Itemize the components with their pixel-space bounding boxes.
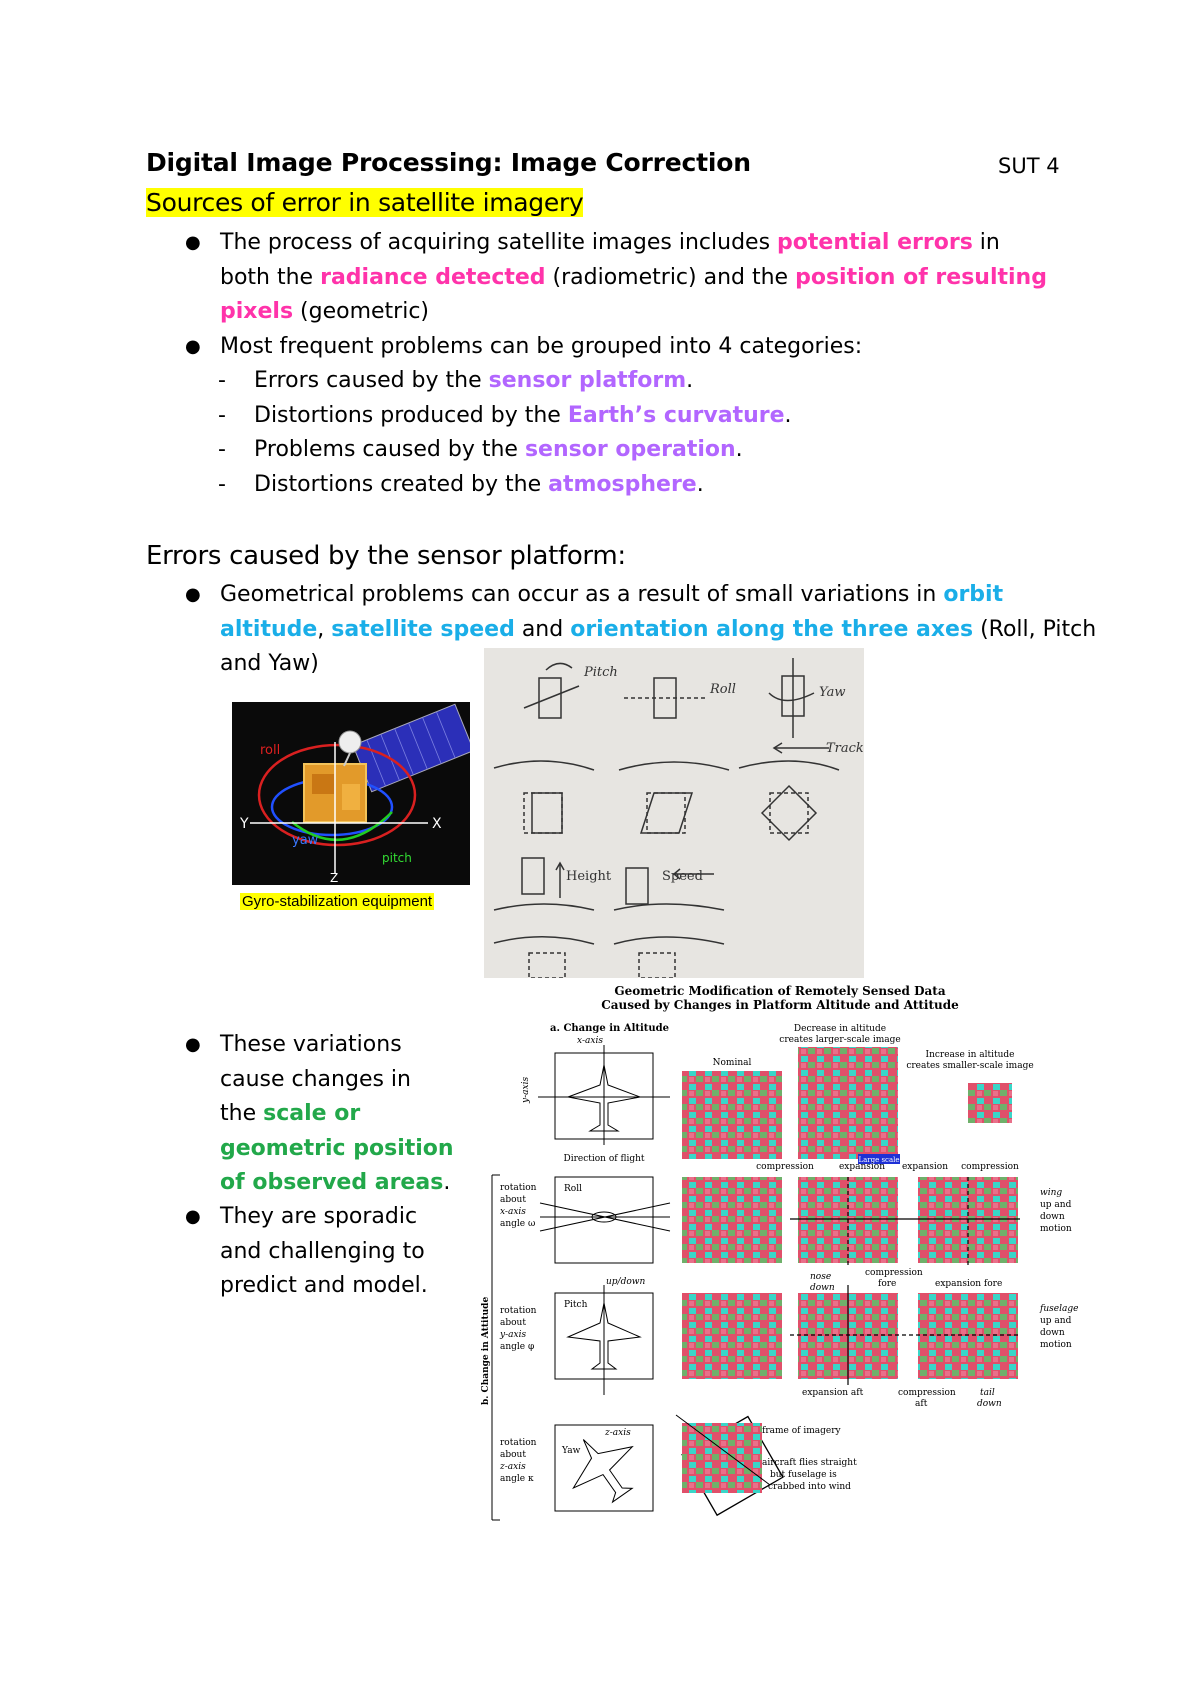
pitch-label: pitch bbox=[382, 851, 412, 865]
text-line: Geometrical problems can occur as a result of small variations in orbit bbox=[220, 582, 1004, 607]
text-line: predict and model. bbox=[220, 1273, 428, 1298]
compression-label: compression bbox=[756, 1162, 814, 1172]
image-tile bbox=[682, 1071, 782, 1159]
unit-label: SUT 4 bbox=[998, 154, 1060, 178]
z-axis-label: Z bbox=[330, 871, 339, 885]
dash-marker: - bbox=[218, 368, 226, 393]
tail-down-2: down bbox=[977, 1399, 1002, 1409]
fuselage-1: fuselage bbox=[1040, 1304, 1079, 1314]
rot-pitch-3: y-axis bbox=[500, 1330, 527, 1340]
x-axis-label: X bbox=[432, 816, 442, 832]
comp-fore-1: compression bbox=[865, 1268, 923, 1278]
dash-marker: - bbox=[218, 471, 226, 497]
list-item: - Problems caused by the sensor operation. bbox=[218, 433, 792, 468]
z-axis-label: z-axis bbox=[605, 1428, 631, 1438]
yaw-label: yaw bbox=[292, 833, 319, 848]
compression-label: compression bbox=[961, 1162, 1019, 1172]
image-tile bbox=[918, 1293, 1018, 1379]
expansion-label: expansion bbox=[901, 1162, 949, 1172]
pitch-label: Pitch bbox=[564, 1300, 588, 1310]
image-tile bbox=[798, 1047, 898, 1159]
change-altitude-label: a. Change in Altitude bbox=[550, 1023, 670, 1034]
text-line: of observed areas. bbox=[220, 1170, 451, 1195]
section-heading-sources bbox=[146, 188, 583, 217]
list-item: - Errors caused by the sensor platform. bbox=[218, 364, 792, 399]
fuselage-3: down bbox=[1040, 1328, 1065, 1338]
decrease-label-1: Decrease in altitude bbox=[793, 1024, 887, 1034]
text-line: geometric position bbox=[220, 1135, 454, 1161]
decrease-label-2: creates larger-scale image bbox=[779, 1035, 901, 1045]
crab-1: aircraft flies straight bbox=[762, 1458, 857, 1468]
bullet-icon: ● bbox=[185, 1034, 201, 1055]
rot-roll-2: about bbox=[500, 1195, 526, 1205]
tail-down-1: tail bbox=[980, 1388, 995, 1398]
figure-title-1: Geometric Modification of Remotely Sensed Data bbox=[614, 985, 946, 998]
rot-pitch-1: rotation bbox=[500, 1306, 537, 1316]
satellite-gyro-image bbox=[232, 702, 470, 885]
fuselage-4: motion bbox=[1040, 1340, 1072, 1350]
figure-title-2: Caused by Changes in Platform Altitude and Attitude bbox=[601, 998, 959, 1012]
bullet-icon: ● bbox=[185, 336, 201, 357]
change-attitude-label: b. Change in Attitude bbox=[481, 1296, 491, 1405]
y-axis-label: Y bbox=[240, 816, 249, 832]
blue-tag-label: Large scale bbox=[858, 1156, 900, 1164]
direction-of-flight: Direction of flight bbox=[563, 1154, 645, 1164]
list-item: - Distortions produced by the Earth’s curvature. bbox=[218, 399, 792, 434]
image-tile bbox=[968, 1083, 1012, 1123]
paragraph-acquisition bbox=[220, 226, 1080, 330]
increase-label-1: Increase in altitude bbox=[925, 1050, 1015, 1060]
fuselage-2: up and bbox=[1040, 1316, 1072, 1326]
text-line: These variations bbox=[220, 1032, 402, 1057]
rot-roll-1: rotation bbox=[500, 1183, 537, 1193]
list-item: - Distortions created by the atmosphere. bbox=[218, 468, 792, 503]
wing-4: motion bbox=[1040, 1224, 1072, 1234]
increase-label-2: creates smaller-scale image bbox=[906, 1061, 1034, 1071]
text-line: cause changes in bbox=[220, 1066, 411, 1092]
crab-3: crabbed into wind bbox=[768, 1482, 851, 1492]
category-list bbox=[218, 364, 792, 502]
paragraph-sporadic bbox=[220, 1200, 428, 1304]
nominal-label: Nominal bbox=[712, 1058, 752, 1068]
sketch-pitch-label: Pitch bbox=[584, 665, 618, 680]
exp-aft-label: expansion aft bbox=[802, 1388, 864, 1398]
up-down-label: up/down bbox=[606, 1277, 646, 1287]
rot-roll-3: x-axis bbox=[500, 1207, 526, 1217]
page-title: Digital Image Processing: Image Correction bbox=[146, 148, 751, 177]
sketch-track-label: Track bbox=[826, 741, 864, 756]
wing-3: down bbox=[1040, 1212, 1065, 1222]
rot-pitch-2: about bbox=[500, 1318, 526, 1328]
wing-1: wing bbox=[1040, 1188, 1063, 1198]
rot-yaw-1: rotation bbox=[500, 1438, 537, 1448]
rot-pitch-4: angle φ bbox=[500, 1342, 535, 1352]
rot-yaw-3: z-axis bbox=[500, 1462, 526, 1472]
text-line: pixels (geometric) bbox=[220, 299, 430, 324]
paragraph-variations bbox=[220, 1028, 454, 1201]
text-line: and Yaw) bbox=[220, 651, 319, 676]
text-line: The process of acquiring satellite images includes potential errors in bbox=[220, 230, 1000, 255]
comp-aft-2: aft bbox=[915, 1399, 928, 1409]
text-line: and challenging to bbox=[220, 1238, 425, 1264]
sketch-yaw-label: Yaw bbox=[819, 685, 846, 700]
crab-2: but fuselage is bbox=[770, 1470, 837, 1480]
highlighted-heading: Sources of error in satellite imagery bbox=[146, 188, 584, 217]
nose-down-1: nose bbox=[810, 1272, 832, 1282]
x-axis-label: x-axis bbox=[577, 1036, 603, 1046]
roll-label: Roll bbox=[564, 1184, 582, 1194]
roll-label: roll bbox=[260, 743, 281, 758]
exp-fore-label: expansion fore bbox=[935, 1279, 1003, 1289]
comp-aft-1: compression bbox=[898, 1388, 956, 1398]
yaw-label: Yaw bbox=[562, 1446, 581, 1456]
image-tile bbox=[682, 1423, 762, 1493]
attitude-sketch-image bbox=[484, 648, 864, 978]
sketch-height-label: Height bbox=[566, 869, 612, 884]
dash-marker: - bbox=[218, 402, 226, 428]
geometric-modification-figure bbox=[480, 985, 1080, 1535]
section-heading-platform: Errors caused by the sensor platform: bbox=[146, 541, 626, 571]
sketch-roll-label: Roll bbox=[710, 682, 736, 697]
text-line: the scale or bbox=[220, 1101, 361, 1126]
bullet-icon: ● bbox=[185, 232, 201, 253]
comp-fore-2: fore bbox=[878, 1279, 897, 1289]
dash-marker: - bbox=[218, 437, 226, 462]
nose-down-2: down bbox=[810, 1283, 835, 1293]
text-line: They are sporadic bbox=[220, 1204, 418, 1229]
sketch-speed-label: Speed bbox=[662, 869, 703, 884]
wing-2: up and bbox=[1040, 1200, 1072, 1210]
expansion-label: expansion bbox=[838, 1162, 886, 1172]
rot-yaw-4: angle κ bbox=[500, 1474, 534, 1484]
rot-roll-4: angle ω bbox=[500, 1219, 536, 1229]
satellite-caption: Gyro-stabilization equipment bbox=[242, 893, 433, 910]
frame-of-imagery: frame of imagery bbox=[762, 1426, 841, 1436]
rot-yaw-2: about bbox=[500, 1450, 526, 1460]
text-line: altitude, satellite speed and orientation along the three axes (Roll, Pitch bbox=[220, 616, 1097, 642]
image-tile bbox=[682, 1293, 782, 1379]
bullet-icon: ● bbox=[185, 584, 201, 605]
text-line: both the radiance detected (radiometric) and the position of resulting bbox=[220, 264, 1047, 290]
image-tile bbox=[682, 1177, 782, 1263]
bullet-icon: ● bbox=[185, 1206, 201, 1227]
paragraph-categories: Most frequent problems can be grouped into 4 categories: bbox=[220, 334, 863, 359]
y-axis-label: y-axis bbox=[521, 1076, 531, 1103]
